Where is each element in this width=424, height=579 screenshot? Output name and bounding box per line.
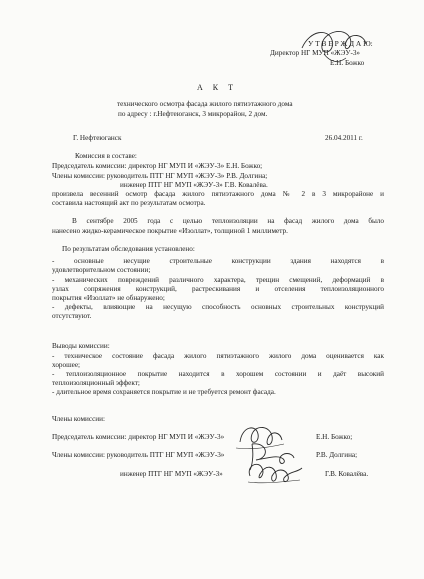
commission-heading: Комиссия в составе: bbox=[75, 152, 137, 160]
para-2005-line2: нанесено жидко-керамическое покрытие «Изоллат», толщиной 1 миллиметр. bbox=[52, 227, 288, 235]
approve-heading: У Т В Е Р Ж Д А Ю: bbox=[308, 39, 373, 48]
approve-line1: Директор НГ МУП «ЖЭУ-3» bbox=[270, 49, 361, 57]
conclusions-heading: Выводы комиссии: bbox=[52, 342, 110, 350]
member2-signature bbox=[240, 454, 310, 490]
result-2-line3: покрытия «Изоллат» не обнаружено; bbox=[52, 294, 165, 302]
conclusion-2-line2: теплоизоляционный эффект; bbox=[52, 379, 140, 387]
city: Г. Нефтеюганск bbox=[73, 134, 122, 142]
conclusion-2-line1: - теплоизоляционное покрытие находится в хорошем состоянии и даёт высокий bbox=[52, 370, 384, 378]
commission-member2: инженер ПТГ НГ МУП «ЖЭУ-3» Г.В. Ковалёва. bbox=[120, 181, 268, 189]
conclusion-3-line1: - длительное время сохраняется покрытие и не требуется ремонт фасада. bbox=[52, 388, 276, 396]
conclusion-1-line1: - техническое состояние фасада жилого пятиэтажного жилого дома оценивается как bbox=[52, 352, 384, 360]
document-title: А К Т bbox=[197, 83, 237, 92]
conclusion-1-line2: хорошее; bbox=[52, 361, 81, 369]
commission-performed-line2: составила настоящий акт по результатам осмотра. bbox=[52, 199, 206, 207]
chair-role: Председатель комиссии: директор НГ МУП И «ЖЭУ-3» bbox=[52, 433, 225, 441]
commission-members: Члены комиссии: руководитель ПТГ НГ МУП «ЖЭУ-3» Р.В. Долгина; bbox=[52, 172, 268, 180]
subtitle-line1: технического осмотра фасада жилого пятиэтажного дома bbox=[117, 100, 293, 108]
commission-chair: Председатель комиссии: директор НГ МУП И «ЖЭУ-3» Е.Н. Божко; bbox=[52, 162, 263, 170]
date: 26.04.2011 г. bbox=[325, 134, 363, 142]
results-heading: По результатам обследования установлено: bbox=[62, 245, 195, 253]
approval-signature bbox=[280, 18, 400, 70]
member1-name: Р.В. Долгина; bbox=[316, 451, 358, 459]
result-3-line1: - дефекты, влияющие на несущую способность основных строительных конструкций bbox=[52, 303, 384, 311]
approve-line2: Е.Н. Божко bbox=[330, 59, 365, 67]
member2-name: Г.В. Ковалёва. bbox=[325, 470, 369, 478]
members-heading: Члены комиссии: bbox=[52, 415, 105, 423]
result-3-line2: отсутствуют. bbox=[52, 312, 92, 320]
result-1-line2: удовлетворительном состоянии; bbox=[52, 266, 151, 274]
member2-role: инженер ПТГ НГ МУП «ЖЭУ-3» bbox=[120, 470, 223, 478]
subtitle-line2: по адресу : г.Нефтеюганск, 3 микрорайон, 2 дом. bbox=[118, 110, 268, 118]
result-1-line1: - основные несущие строительные конструкции здания находятся в bbox=[52, 257, 384, 265]
para-2005-line1: В сентябре 2005 года с целью теплоизоляции на фасад жилого дома было bbox=[72, 217, 384, 225]
result-2-line1: - механических повреждений различного характера, трещин смещений, деформаций в bbox=[52, 276, 384, 284]
result-2-line2: узлах сопряжения конструкций, растрескивания и отселения теплоизоляционного bbox=[52, 285, 384, 293]
chair-name: Е.Н. Божко; bbox=[316, 433, 353, 441]
member1-role: Члены комиссии: руководитель ПТГ НГ МУП «ЖЭУ-3» bbox=[52, 451, 225, 459]
commission-performed-line1: произвела весенний осмотр фасада жилого пятиэтажного дома № 2 в 3 микрорайоне и bbox=[52, 190, 384, 198]
